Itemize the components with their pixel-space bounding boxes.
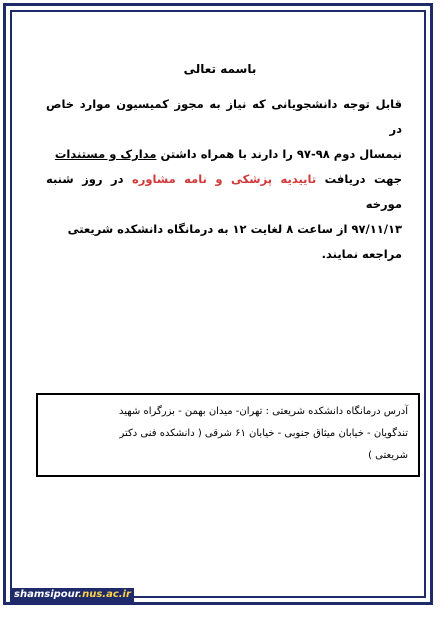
watermark-domain: .nus.ac.ir (78, 589, 131, 600)
body-line-3 (46, 167, 402, 217)
announcement-body (46, 92, 402, 267)
address-line-1: آدرس درمانگاه دانشکده شریعتی : تهران- میدان بهمن - بزرگراه شهید (119, 406, 408, 417)
body-line-3-start: جهت دریافت (316, 172, 402, 186)
address-line-3: شریعتی ) (368, 450, 408, 461)
site-watermark (10, 588, 134, 602)
body-line-2 (46, 142, 402, 167)
documents-phrase: مدارک و مستندات (54, 147, 157, 161)
body-line-4: ۹۷/۱۱/۱۳ از ساعت ۸ لغایت ۱۲ به درمانگاه دانشکده شریعتی (67, 222, 402, 236)
watermark-name: shamsipour (14, 589, 79, 600)
document-heading: باسمه تعالی (183, 62, 257, 76)
address-line-2: تندگویان - خیابان میثاق جنوبی - خیابان ۶۱ شرقی ( دانشکده فنی دکتر (119, 428, 408, 439)
body-line-3-end: در روز شنبه مورخه (46, 172, 402, 211)
medical-approval-phrase: تاییدیه پزشکی و نامه مشاوره (132, 172, 317, 186)
body-line-1: قابل توجه دانشجویانی که نیاز به مجوز کمیسیون موارد خاص در (46, 97, 402, 136)
body-line-5: مراجعه نمایند. (321, 247, 402, 261)
address-box (36, 393, 420, 477)
body-line-2-text: نیمسال دوم ۹۸-۹۷ را دارند با همراه داشتن (156, 147, 402, 161)
